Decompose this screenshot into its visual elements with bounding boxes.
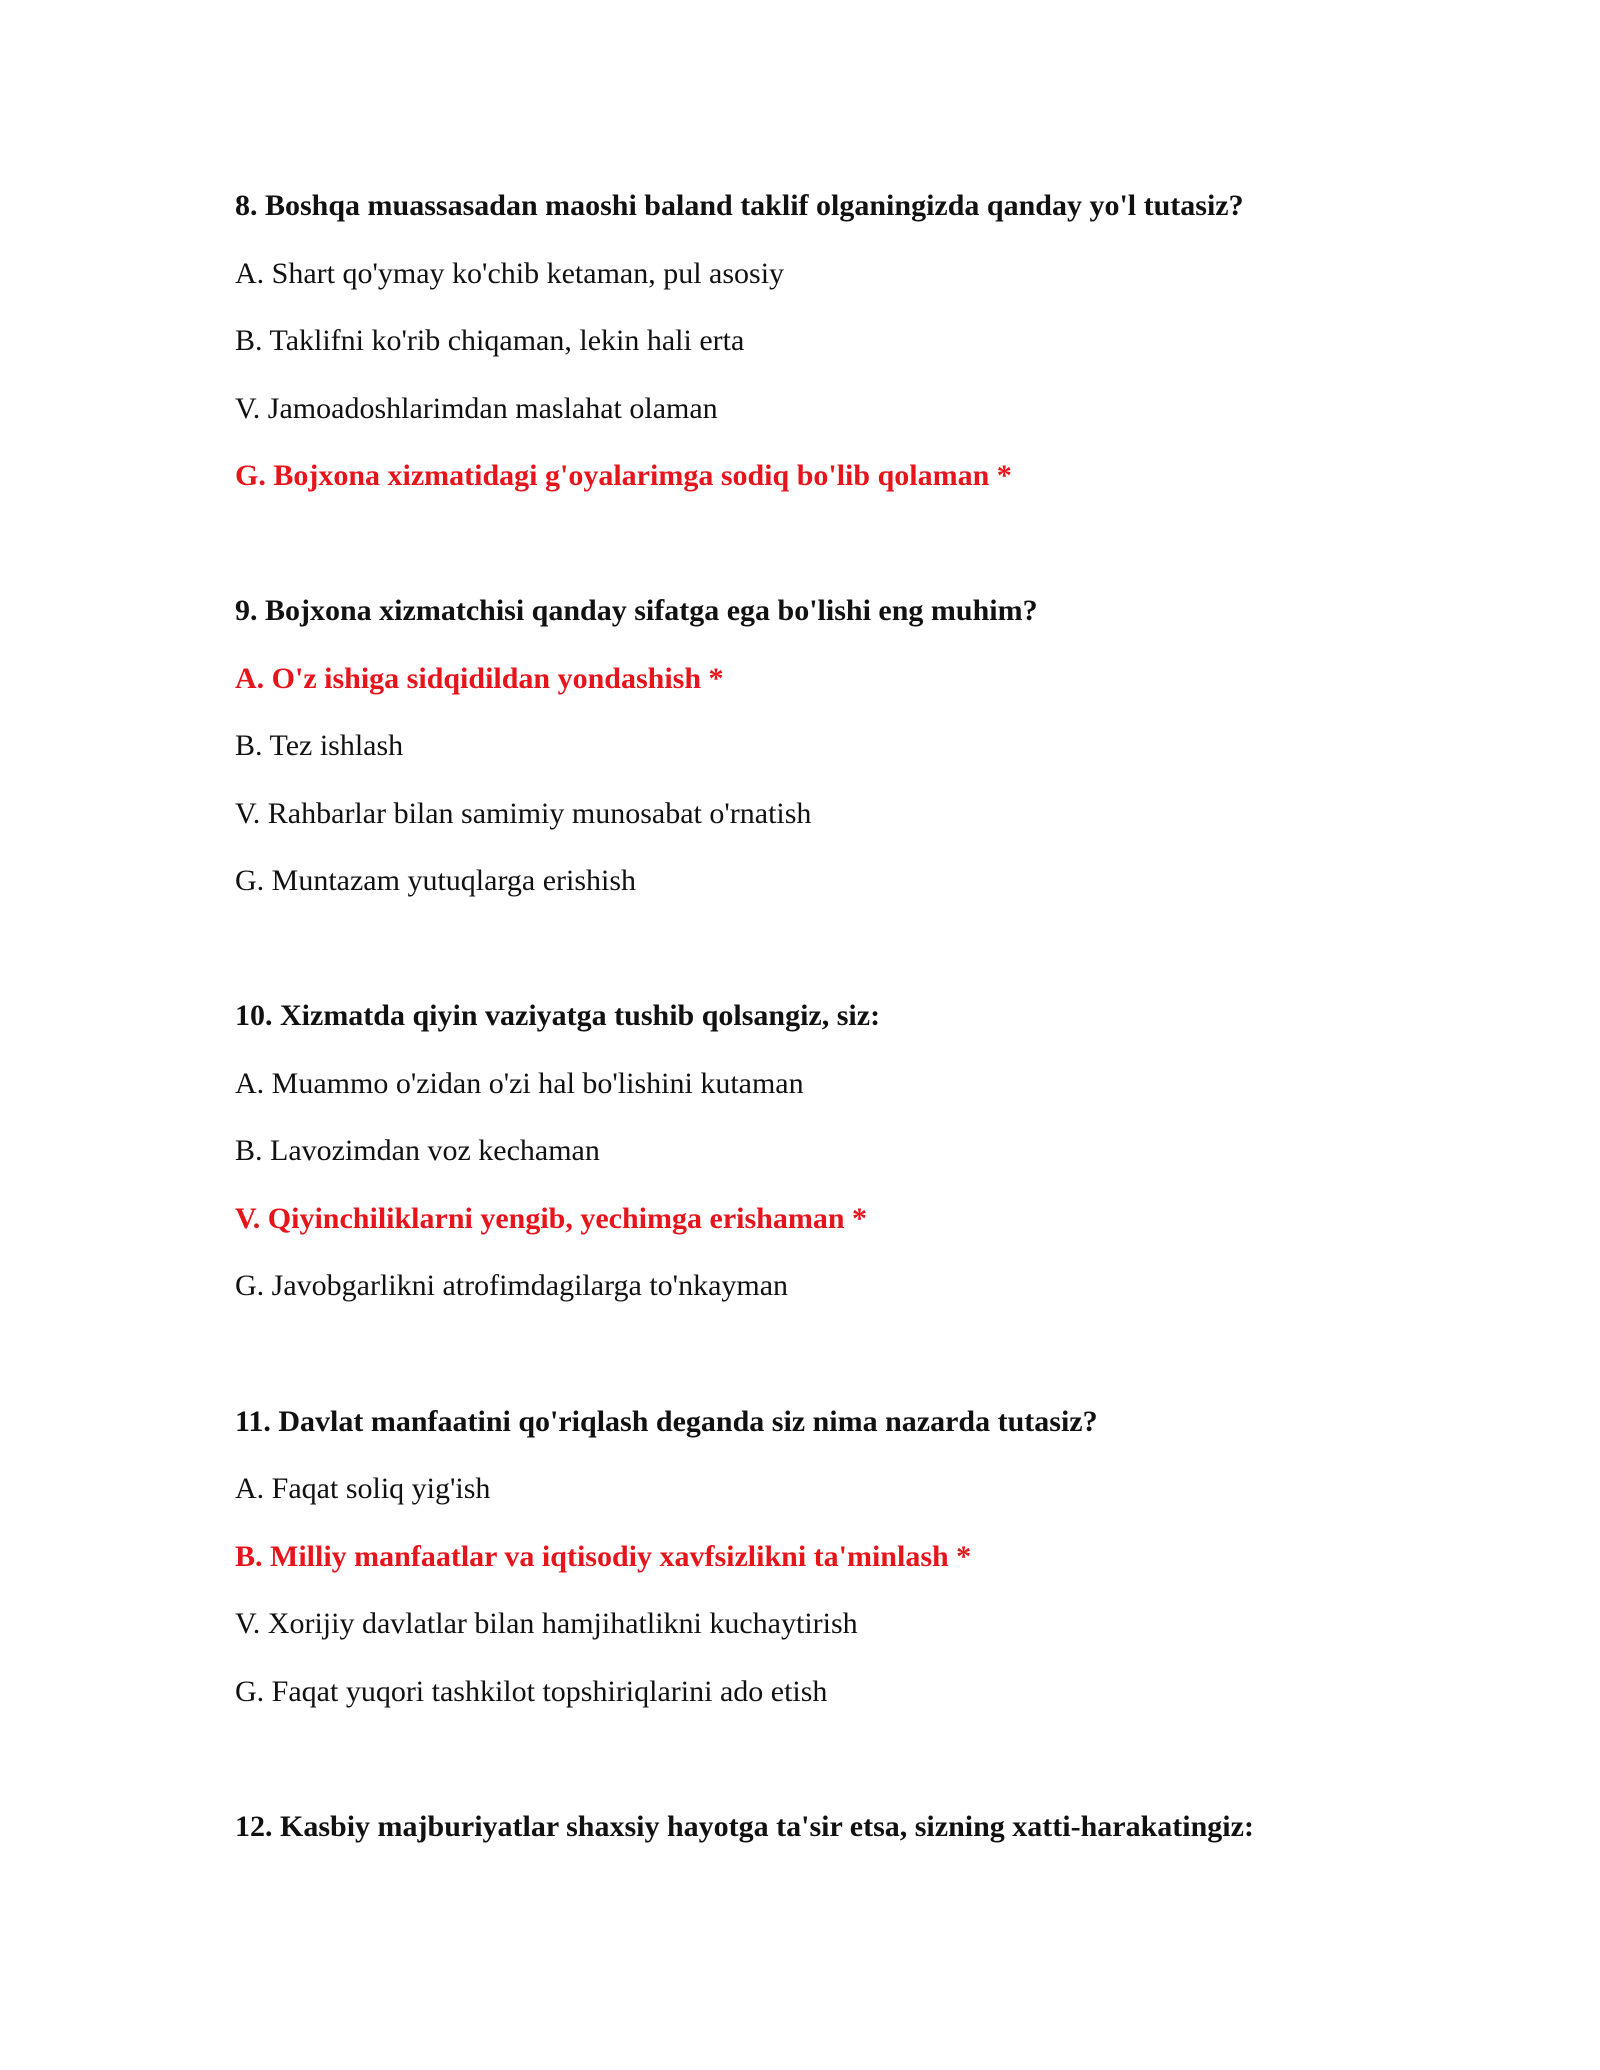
option-b: B. Lavozimdan voz kechaman: [235, 1134, 600, 1167]
option-a: A. Faqat soliq yig'ish: [235, 1472, 491, 1505]
option-g-correct: G. Bojxona xizmatidagi g'oyalarimga sodiq bo'lib qolaman *: [235, 459, 1012, 492]
question-title: 11. Davlat manfaatini qo'riqlash deganda siz nima nazarda tutasiz?: [235, 1405, 1098, 1438]
option-g: G. Javobgarlikni atrofimdagilarga to'nkayman: [235, 1269, 789, 1302]
option-b-correct: B. Milliy manfaatlar va iqtisodiy xavfsizlikni ta'minlash *: [235, 1540, 972, 1573]
option-v: V. Rahbarlar bilan samimiy munosabat o'rnatish: [235, 797, 812, 830]
option-b: B. Tez ishlash: [235, 729, 404, 762]
option-a-correct: A. O'z ishiga sidqidildan yondashish *: [235, 662, 724, 695]
option-v: V. Xorijiy davlatlar bilan hamjihatlikni kuchaytirish: [235, 1607, 858, 1640]
option-v: V. Jamoadoshlarimdan maslahat olaman: [235, 392, 718, 425]
option-b: B. Taklifni ko'rib chiqaman, lekin hali erta: [235, 324, 745, 357]
option-a: A. Shart qo'ymay ko'chib ketaman, pul asosiy: [235, 257, 785, 290]
option-g: G. Muntazam yutuqlarga erishish: [235, 864, 637, 897]
option-g: G. Faqat yuqori tashkilot topshiriqlarini ado etish: [235, 1675, 828, 1708]
option-v-correct: V. Qiyinchiliklarni yengib, yechimga erishaman *: [235, 1202, 868, 1235]
option-a: A. Muammo o'zidan o'zi hal bo'lishini kutaman: [235, 1067, 804, 1100]
question-title: 9. Bojxona xizmatchisi qanday sifatga ega bo'lishi eng muhim?: [235, 594, 1038, 627]
question-title: 10. Xizmatda qiyin vaziyatga tushib qolsangiz, siz:: [235, 999, 881, 1032]
question-title: 12. Kasbiy majburiyatlar shaxsiy hayotga ta'sir etsa, sizning xatti-harakatingiz:: [235, 1810, 1254, 1843]
question-title: 8. Boshqa muassasadan maoshi baland taklif olganingizda qanday yo'l tutasiz?: [235, 189, 1244, 222]
